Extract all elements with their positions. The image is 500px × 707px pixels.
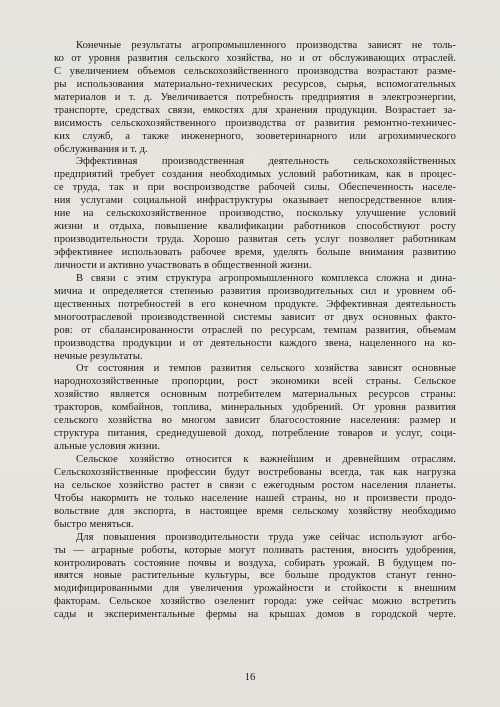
text-line: ние на сельскохозяйственное производство, поскольку улучшение условий	[54, 208, 456, 220]
text-line: эффективнее использовать рабочее время, уделять больше внимания развитию	[54, 247, 456, 258]
page-number: 16	[244, 672, 256, 683]
text-line: Сельское хозяйство относится к важнейшим и древнейшим отраслям.	[76, 454, 456, 465]
body-text	[54, 40, 456, 622]
text-line: нечные результаты.	[54, 350, 143, 362]
text-line: предприятий требует создания необходимых условий работникам, как в процес-	[54, 169, 456, 181]
paragraph-2	[54, 156, 456, 272]
text-line: висимость сельскохозяйственного производства от развития ремонтно-техничес-	[54, 117, 456, 129]
text-line: производительности труда. Хорошо развитая сеть услуг позволяет работникам	[54, 234, 456, 246]
text-line: сельского хозяйства во многом зависит благосостояние населения: размер и	[54, 415, 456, 427]
text-line: сады и экспериментальные фермы на крышах домов в городской черте.	[54, 609, 456, 621]
text-line: транспорте, средствах связи, емкостях для хранения продукции. Возрастает за-	[54, 104, 456, 116]
text-line: производства продукции и от деятельности каждого звена, нацеленного на ко-	[54, 337, 456, 349]
text-line: С увеличением объемов сельскохозяйственного производства возрастают разме-	[54, 65, 456, 77]
text-line: Конечные результаты агропромышленного производства зависят не толь-	[76, 40, 456, 51]
text-line: ко от уровня развития сельского хозяйства, но и от обслуживающих отраслей.	[54, 52, 456, 64]
text-line: контролировать состояние почвы и воздуха, собирать урожай. В будущем по-	[54, 557, 456, 569]
text-line: народнохозяйственные пропорции, рост экономики всей страны. Сельское	[54, 376, 456, 388]
text-line: вольствие для экспорта, в настоящее время сельскому хозяйству необходимо	[54, 505, 456, 517]
text-line: на сельское хозяйство растет в связи с ежегодным ростом населения планеты.	[54, 479, 456, 491]
text-line: ты — аграрные роботы, которые могут поливать растения, вносить удобрения,	[54, 544, 456, 556]
text-line: многоотраслевой производственной системы зависит от двух основных факто-	[54, 311, 456, 323]
text-line: жизни и отдыха, повышение квалификации работников способствуют росту	[54, 221, 456, 233]
text-line: факторам. Сельское хозяйство озеленит города: уже сейчас можно встретить	[54, 596, 456, 608]
text-line: обслуживания и т. д.	[54, 143, 148, 155]
text-line: быстро меняться.	[54, 518, 134, 530]
text-line: щественных потребностей в его конечном продукте. Эффективная деятельность	[54, 298, 456, 310]
text-line: ры использования материально-технических ресурсов, сырья, вспомогательных	[54, 78, 456, 90]
paragraph-3	[54, 273, 456, 364]
text-line: Чтобы накормить не только население нашей страны, но и произвести продо-	[54, 492, 456, 504]
text-line: хозяйство является основным потребителем материальных ресурсов страны:	[54, 389, 456, 401]
text-line: мична и определяется степенью развития производительных сил и уровнем об-	[54, 285, 456, 297]
paragraph-5	[54, 454, 456, 532]
text-line: В связи с этим структура агропромышленного комплекса сложна и дина-	[76, 272, 456, 284]
text-line: От состояния и темпов развития сельского хозяйства зависят основные	[76, 363, 456, 375]
text-line: альные условия жизни.	[54, 441, 161, 453]
text-line: Для повышения производительности труда уже сейчас используют агбо-	[76, 531, 456, 543]
text-line: модифицированными для увеличения урожайности и стойкости к внешним	[54, 583, 456, 595]
text-line: ния услугами социальной инфраструктуры оказывает непосредственное влия-	[54, 195, 456, 207]
paragraph-1	[54, 40, 456, 156]
text-line: ких служб, а также инженерного, зооветеринарного или агрохимического	[54, 130, 456, 142]
text-line: Эффективная производственная деятельность сельскохозяйственных	[76, 156, 456, 168]
paragraph-6	[54, 532, 456, 623]
text-line: тракторов, комбайнов, топлива, минеральных удобрений. От уровня развития	[54, 402, 456, 414]
text-line: материалов и т. д. Увеличивается потребность предприятия в электроэнергии,	[54, 91, 456, 103]
text-line: ров: от сбалансированности отраслей по ресурсам, темпам развития, объемам	[54, 324, 456, 336]
text-line: явятся новые растительные культуры, все больше продуктов станут генно-	[54, 570, 456, 582]
paragraph-4	[54, 363, 456, 454]
text-line: се труда, так и при воспроизводстве рабочей силы. Обеспеченность населе-	[54, 182, 456, 194]
text-line: Сельскохозяйственные профессии будут востребованы всегда, так как нагрузка	[54, 466, 456, 478]
text-line: личности и активно участвовать в общественной жизни.	[54, 259, 312, 271]
text-line: структура питания, среднедушевой доход, потребление товаров и услуг, соци-	[54, 428, 456, 440]
